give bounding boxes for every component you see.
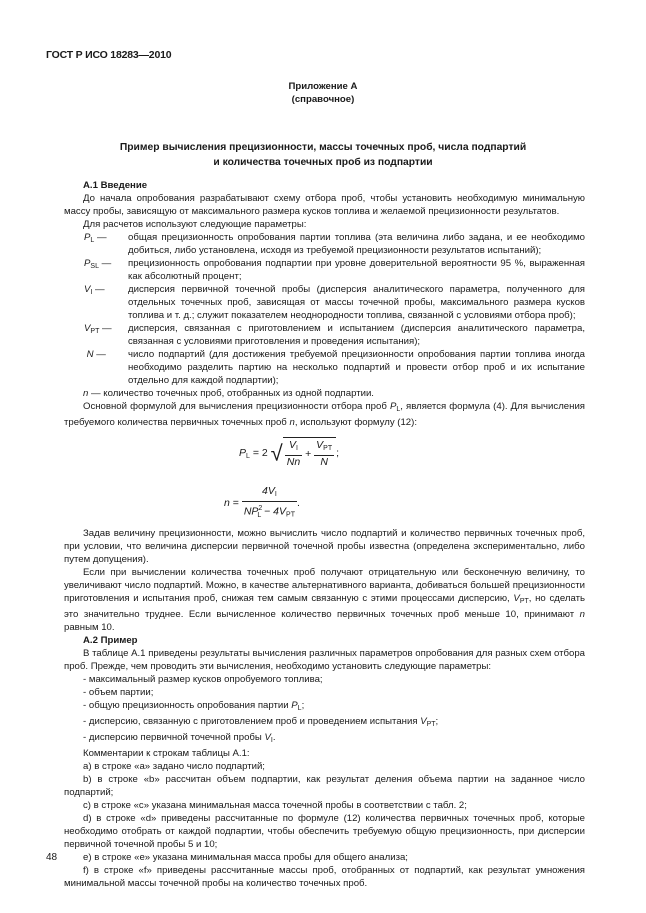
paragraph-a2-intro: В таблице А.1 приведены результаты вычисления различных параметров опробования для разных схем отбора проб. Прежде, чем проводить эти вычисления, необходимо установить следующие параметры: [64,648,585,672]
formula-12: n = $\frac{4V_I}{NP^2_L - 4V_{PT}}$ . [224,485,300,519]
title-line-1: Пример вычисления прецизионности, массы точечных проб, числа подпартий [119,142,527,153]
definition-vpt: $V_{PT}$ — дисперсия, связанная с приготовлением и испытанием (дисперсия аналитического параметра, связанная с условиями приготовления и проведения испытания); [84,323,585,347]
section-heading-a2: А.2 Пример [83,635,138,646]
symbol: N [86,349,94,360]
definition-n-lower: n — количество точечных проб, отобранных из одной подпартии. [83,388,374,399]
definition-text: общая прецизионность опробования партии топлива (эта величина либо задана, и ее необходимо добиться, либо установлена, исходя из требуемой прецизионности результатов испытаний); [128,232,585,256]
comment-item: а) в строке «а» задано число подпартий; [83,761,265,772]
definition-text: дисперсия, связанная с приготовлением и испытанием (дисперсия аналитического параметра, связанная с условиями приготовления и проведения испытания); [128,323,585,347]
definition-text: прецизионность опробования подпартии при уровне доверительной вероятности 95 %, выраженная как абсолютный процент; [128,258,585,282]
title-line-2: и количества точечных проб из подпартии [213,157,433,168]
params-lead: Для расчетов используют следующие параметры: [83,219,307,230]
comment-item: е) в строке «е» указана минимальная масса пробы для общего анализа; [83,852,408,863]
page-title [0,140,646,170]
annex-heading [0,80,646,106]
section-heading-a1: А.1 Введение [83,180,148,191]
annex-type: (справочное) [291,94,355,105]
definition-text: дисперсия первичной точечной пробы (дисперсия аналитического параметра, полученного для отдельных точечных проб, зависящая от массы точечной пробы, максимального размера кусков топлива и т. д.; служит показателем неоднородности топлива, связанной с условиями отбора проб); [128,284,585,321]
symbol: P [84,258,91,269]
symbol: V [84,284,91,295]
annex-label: Приложение А [288,81,358,92]
sqrt-symbol: √ [270,440,283,466]
formula-4: $P_L = 2$ √ $\frac{V_I}{Nn}$ + $\frac{V_{PT}}{N}$ ; [239,439,340,468]
definition-n-upper: N — число подпартий (для достижения требуемой прецизионности опробования партии топлива иногда необходимо разделить партию на несколько подпартий и провести отбор проб и их испытание отдельно для каждой подпартии); [86,349,585,386]
paragraph-intro: До начала опробования разрабатывают схему отбора проб, чтобы установить необходимую минимальную массу пробы, зависящую от максимального размера кусков топлива и желаемой прецизионности результатов. [64,193,585,217]
comment-item: f) в строке «f» приведены рассчитанные массы проб, отобранных от подпартий, как результат умножения минимальной массы точечной пробы на количество точечных проб. [64,865,585,889]
definition-psl: $P_{SL}$ — прецизионность опробования подпартии при уровне доверительной вероятности 95 %, выраженная как абсолютный процент; [84,258,585,282]
paragraph-precision: Задав величину прецизионности, можно вычислить число подпартий и количество первичных точечных проб, при условии, что величина дисперсии первичной точечной пробы известна (определена экспериментально, либо путем допущения). [64,528,585,565]
list-item: - объем партии; [83,687,154,698]
document-body [64,179,585,890]
definition-vi: $V_I$ — дисперсия первичной точечной пробы (дисперсия аналитического параметра, полученного для отдельных точечных проб, зависящая от массы точечной пробы, максимального размера кусков топлива и т. д.; служит показателем неоднородности топлива, связанной с условиями отбора проб); [84,284,585,321]
comment-item: с) в строке «с» указана минимальная масса точечной пробы в соответствии с табл. 2; [83,800,467,811]
comment-item: b) в строке «b» рассчитан объем подпартии, как результат деления объема партии на заданное число подпартий; [64,774,585,798]
definition-text: число подпартий (для достижения требуемой прецизионности опробования партии топлива иногда необходимо разделить партию на несколько подпартий и провести отбор проб и их испытание отдельно для каждой подпартии); [128,349,585,386]
paragraph-negative: Если при вычислении количества точечных проб получают отрицательную или бесконечную величину, то увеличивают число подпартий. Можно, в качестве альтернативного варианта, добиваться большей прецизионности приготовления и испытания проб, снижая тем самым связанную с этими процессами дисперсию, $V_{PT}$, но сделать это значительно труднее. Если вычисленное количество первичных точечных проб меньше 10, принимают n равным 10. [64,567,585,633]
list-item: - дисперсию первичной точечной пробы $V_I$. [83,732,276,744]
symbol: P [84,232,91,243]
comment-item: d) в строке «d» приведены рассчитанные по формуле (12) количества первичных точечных проб, которые необходимо отобрать от каждой подпартии, чтобы обеспечить требуемую общую прецизионность, при дисперсии первичной точечной пробы 5 и 10; [64,813,585,850]
comments-lead: Комментарии к строкам таблицы А.1: [83,748,250,759]
formula-lead: Основной формулой для вычисления прецизионности отбора проб $P_L$, является формула (4). Для вычисления требуемого количества первичных точечных проб n, используют формулу (12): [64,401,585,428]
page-number: 48 [46,852,58,863]
symbol: V [84,323,91,334]
list-item: - общую прецизионность опробования партии $P_L$; [83,700,305,712]
list-item: - дисперсию, связанную с приготовлением проб и проведением испытания $V_{PT}$; [83,716,439,728]
standard-header: ГОСТ Р ИСО 18283—2010 [46,49,172,61]
list-item: - максимальный размер кусков опробуемого топлива; [83,674,323,685]
definition-pl: $P_L$ — общая прецизионность опробования партии топлива (эта величина либо задана, и ее необходимо добиться, либо установлена, исходя из требуемой прецизионности результатов испытаний); [84,232,585,256]
